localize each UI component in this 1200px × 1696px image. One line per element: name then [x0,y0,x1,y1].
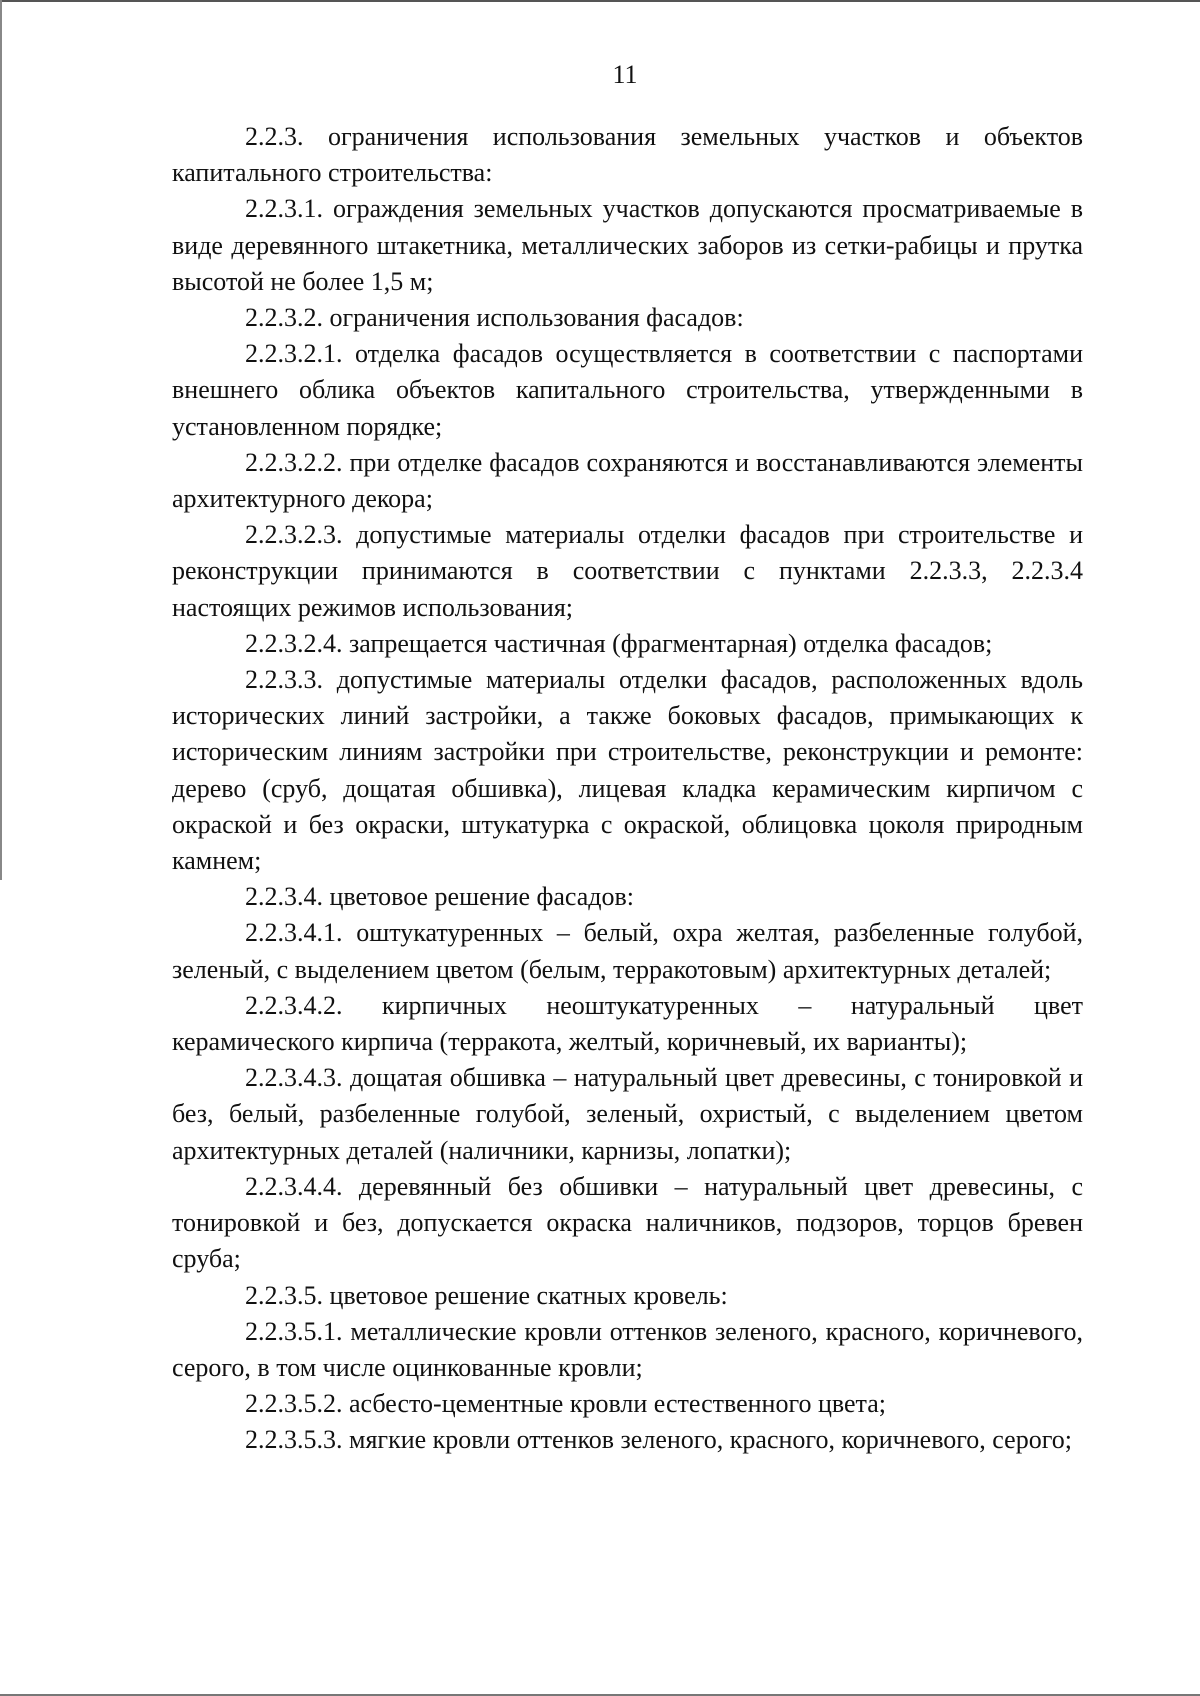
paragraph-2-2-3-4: 2.2.3.4. цветовое решение фасадов: [245,882,635,912]
scan-left-edge [0,0,2,880]
paragraph-2-2-3-2: 2.2.3.2. ограничения использования фасадов: [245,303,744,333]
paragraph-2-2-3-5-3: 2.2.3.5.3. мягкие кровли оттенков зеленого, красного, коричневого, серого; [245,1425,1072,1455]
paragraph-2-2-3-5: 2.2.3.5. цветовое решение скатных кровель: [245,1280,728,1310]
page-number: 11 [612,60,638,89]
paragraph-2-2-3-4-3: 2.2.3.4.3. дощатая обшивка – натуральный цвет древесины, с тонировкой и без, белый, разбеленные голубой, зеленый, охристый, с выделением цветом архитектурных деталей (наличники, карнизы, лопатки); [172,1063,1083,1165]
paragraph-2-2-3-3: 2.2.3.3. допустимые материалы отделки фасадов, расположенных вдоль исторических линий застройки, а также боковых фасадов, примыкающих к историческим линиям застройки при строительстве, реконструкции и ремонте: дерево (сруб, дощатая обшивка), лицевая кладка керамическим кирпичом с окраской и без окраски, штукатурка с окраской, облицовка цоколя природным камнем; [172,665,1083,876]
document-body [172,119,1083,1459]
paragraph-2-2-3-5-2: 2.2.3.5.2. асбесто-цементные кровли естественного цвета; [245,1389,886,1419]
paragraph-2-2-3-5-1: 2.2.3.5.1. металлические кровли оттенков зеленого, красного, коричневого, серого, в том числе оцинкованные кровли; [172,1316,1083,1382]
paragraph-2-2-3-2-3: 2.2.3.2.3. допустимые материалы отделки фасадов при строительстве и реконструкции принимаются в соответствии с пунктами 2.2.3.3, 2.2.3.4 настоящих режимов использования; [172,520,1083,622]
paragraph-2-2-3-2-2: 2.2.3.2.2. при отделке фасадов сохраняются и восстанавливаются элементы архитектурного декора; [172,447,1083,514]
paragraph-2-2-3-2-4: 2.2.3.2.4. запрещается частичная (фрагментарная) отделка фасадов; [245,628,993,658]
paragraph-2-2-3: 2.2.3. ограничения использования земельных участков и объектов капитального строительства: [172,122,1083,188]
paragraph-2-2-3-2-1: 2.2.3.2.1. отделка фасадов осуществляется в соответствии с паспортами внешнего облика объектов капитального строительства, утвержденными в установленном порядке; [172,339,1083,441]
scan-top-edge [0,0,1200,2]
paragraph-2-2-3-4-4: 2.2.3.4.4. деревянный без обшивки – натуральный цвет древесины, с тонировкой и без, допускается окраска наличников, подзоров, торцов бревен сруба; [172,1171,1083,1274]
paragraph-2-2-3-4-2: 2.2.3.4.2. кирпичных неоштукатуренных – натуральный цвет керамического кирпича (терракота, желтый, коричневый, их варианты); [172,990,1083,1057]
paragraph-2-2-3-4-1: 2.2.3.4.1. оштукатуренных – белый, охра желтая, разбеленные голубой, зеленый, с выделением цветом (белым, терракотовым) архитектурных деталей; [172,918,1083,984]
paragraph-2-2-3-1: 2.2.3.1. ограждения земельных участков допускаются просматриваемые в виде деревянного штакетника, металлических заборов из сетки-рабицы и прутка высотой не более 1,5 м; [172,194,1083,296]
